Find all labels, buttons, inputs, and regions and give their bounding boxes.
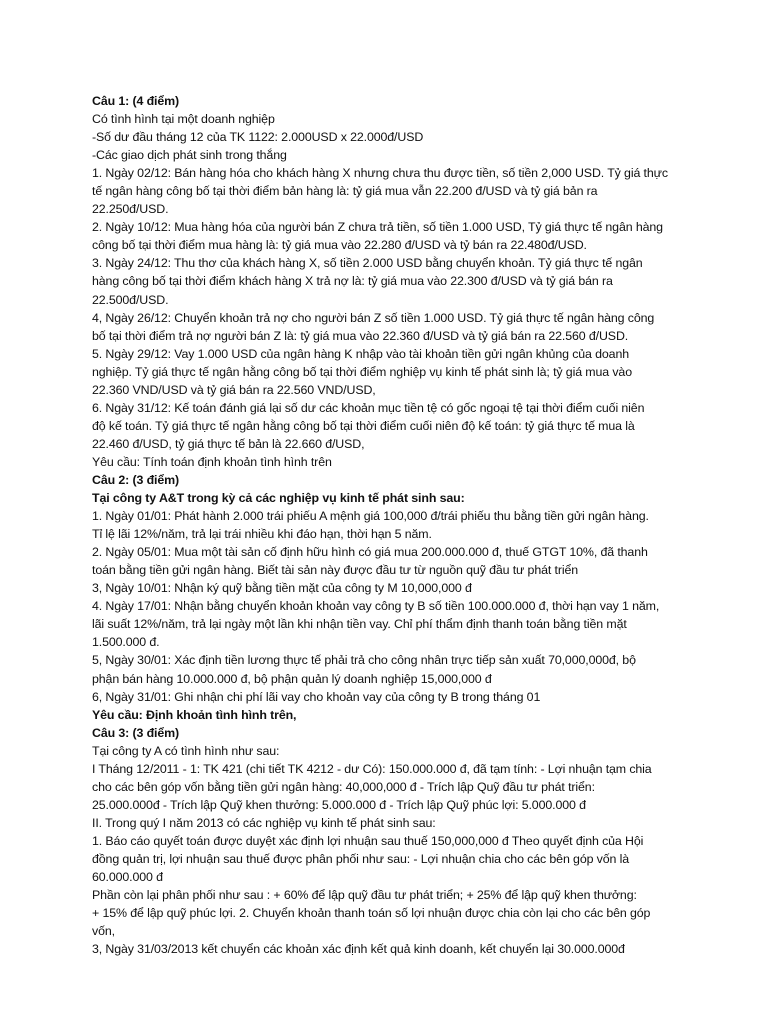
document-line: hàng công bố tại thời điểm khách hàng X trả nợ là: tỷ giá mua vào 22.300 đ/USD và tỷ giá bán ra (92, 274, 613, 289)
document-line: nghiệp. Tỷ giá thực tế ngân hằng công bố tại thời điểm nghiệp vụ kinh tế phát sinh là; tỷ giá mua vào (92, 364, 632, 379)
document-line: 5. Ngày 29/12: Vay 1.000 USD của ngân hàng K nhập vào tài khoản tiền gửi ngân khủng của doanh (92, 346, 629, 361)
document-line: vốn, (92, 924, 115, 939)
document-line: 3. Ngày 24/12: Thu thơ của khách hàng X, số tiền 2.000 USD bằng chuyển khoản. Tỷ giá thực tế ngân (92, 256, 643, 271)
document-line: 22.250đ/USD. (92, 202, 169, 217)
document-line: 6. Ngày 31/12: Kế toán đánh giá lại số dư các khoản mục tiền tệ có gốc ngoại tệ tại thời điểm cuối niên (92, 400, 645, 415)
document-line: 4. Ngày 17/01: Nhận bằng chuyển khoản khoản vay công ty B số tiền 100.000.000 đ, thời hạn vay 1 năm, (92, 599, 660, 614)
document-line: -Các giao dịch phát sinh trong thắng (92, 148, 287, 163)
document-line: 5, Ngày 30/01: Xác định tiền lương thực tế phải trả cho công nhân trực tiếp sản xuất 70,000,000đ, bộ (92, 653, 636, 668)
document-line: tế ngân hàng công bố tại thời điểm bản hàng là: tỷ giá mua vẫn 22.200 đ/USD và tỷ giá bản ra (92, 184, 598, 199)
document-page (92, 92, 742, 958)
document-line: độ kế toán. Tỷ giá thực tế ngân hằng công bố tại thời điểm cuối niên độ kế toán: tỷ giá thực tế mua là (92, 418, 635, 433)
document-line: 3, Ngày 10/01: Nhận ký quỹ bằng tiền mặt của công ty M 10,000,000 đ (92, 581, 472, 596)
document-line: Tại công ty A&T trong kỳ cả các nghiệp vụ kinh tế phát sinh sau: (92, 491, 465, 506)
document-line: 25.000.000đ - Trích lập Quỹ khen thưởng: 5.000.000 đ - Trích lập Quỹ phúc lợi: 5.000.000 đ (92, 797, 586, 812)
document-line: 2. Ngày 10/12: Mua hàng hóa của người bán Z chưa trả tiền, số tiền 1.000 USD, Tỷ giá thực tế ngân hàng (92, 220, 663, 235)
document-line: bố tại thời điểm trả nợ người bán Z là: tỷ giá mua vào 22.360 đ/USD và tỷ giá bán ra 22.560 đ/USD. (92, 328, 629, 343)
document-line: đồng quản trị, lợi nhuận sau thuế được phân phối như sau: - Lợi nhuận chia cho các bên góp vốn là (92, 851, 630, 866)
document-line: Yêu cầu: Tính toán định khoản tình hình trên (92, 454, 332, 469)
document-line: Tỉ lệ lãi 12%/năm, trả lại trái nhiều khi đáo hạn, thời hạn 5 năm. (92, 527, 432, 542)
document-line: 1. Ngày 01/01: Phát hành 2.000 trái phiếu A mệnh giá 100,000 đ/trái phiếu thu bằng tiền gửi ngân hàng. (92, 509, 649, 524)
document-line: 1.500.000 đ. (92, 635, 160, 650)
document-line: II. Trong quý I năm 2013 có các nghiệp vụ kinh tế phát sinh sau: (92, 815, 436, 830)
document-line: phận bán hàng 10.000.000 đ, bộ phận quản lý doanh nghiệp 15,000,000 đ (92, 671, 492, 686)
document-line: toán bằng tiền gửi ngân hàng. Biết tài sản này được đầu tư từ nguồn quỹ đầu tư phát triển (92, 563, 579, 578)
document-line: Câu 1: (4 điểm) (92, 94, 180, 108)
document-line: lãi suất 12%/năm, trả lại ngày một lần khi nhận tiền vay. Chỉ phí thẩm định thanh toán bằng tiền mặt (92, 617, 627, 632)
document-line: 2. Ngày 05/01: Mua một tài sản cố định hữu hình có giá mua 200.000.000 đ, thuế GTGT 10%, đã thanh (92, 545, 648, 560)
document-line: 22.360 VND/USD và tỷ giá bán ra 22.560 VND/USD, (92, 382, 376, 397)
document-line: công bố tại thời điểm mua hàng là: tỷ giá mua vào 22.280 đ/USD và tỷ bán ra 22.480đ/USD. (92, 238, 587, 253)
document-line: Có tình hình tại một doanh nghiệp (92, 112, 275, 127)
document-line: 4, Ngày 26/12: Chuyển khoản trả nợ cho người bán Z số tiền 1.000 USD. Tỷ giá thực tế ngân hàng công (92, 310, 655, 325)
document-line: Yêu cầu: Định khoản tình hình trên, (92, 707, 297, 722)
document-line: 22.460 đ/USD, tỷ giá thực tế bản là 22.660 đ/USD, (92, 436, 365, 451)
document-line: I Tháng 12/2011 - 1: TK 421 (chi tiết TK 4212 - dư Có): 150.000.000 đ, đã tạm tính: - Lợi nhuận tạm chia (92, 761, 652, 776)
document-line: 3, Ngày 31/03/2013 kết chuyển các khoản xác định kết quả kinh doanh, kết chuyển lại 30.000.000đ (92, 942, 625, 957)
document-line: + 15% để lập quỹ phúc lợi. 2. Chuyển khoản thanh toán số lợi nhuận được chia còn lại cho các bên góp (92, 906, 651, 921)
document-line: 1. Ngày 02/12: Bán hàng hóa cho khách hàng X nhưng chưa thu được tiền, số tiền 2,000 USD. Tỷ giá thực (92, 166, 668, 181)
document-line: Tại công ty A có tình hình như sau: (92, 743, 280, 758)
document-line: Phần còn lại phân phối như sau : + 60% để lập quỹ đầu tư phát triển; + 25% để lập quỹ khen thưởng: (92, 888, 637, 903)
document-line: 6, Ngày 31/01: Ghi nhận chi phí lãi vay cho khoản vay của công ty B trong tháng 01 (92, 689, 541, 704)
document-line: 1. Báo cáo quyết toán được duyệt xác định lợi nhuận sau thuế 150,000,000 đ Theo quyết định của Hội (92, 833, 644, 848)
document-line: 22.500đ/USD. (92, 292, 169, 307)
document-line: Câu 3: (3 điểm) (92, 725, 180, 740)
document-line: cho các bên góp vốn bằng tiền gửi ngân hàng: 40,000,000 đ - Trích lập Quỹ đầu tư phát triển: (92, 779, 595, 794)
document-line: -Số dư đầu tháng 12 của TK 1122: 2.000USD x 22.000đ/USD (92, 130, 424, 145)
document-line: Câu 2: (3 điểm) (92, 472, 180, 487)
document-line: 60.000.000 đ (92, 870, 163, 885)
